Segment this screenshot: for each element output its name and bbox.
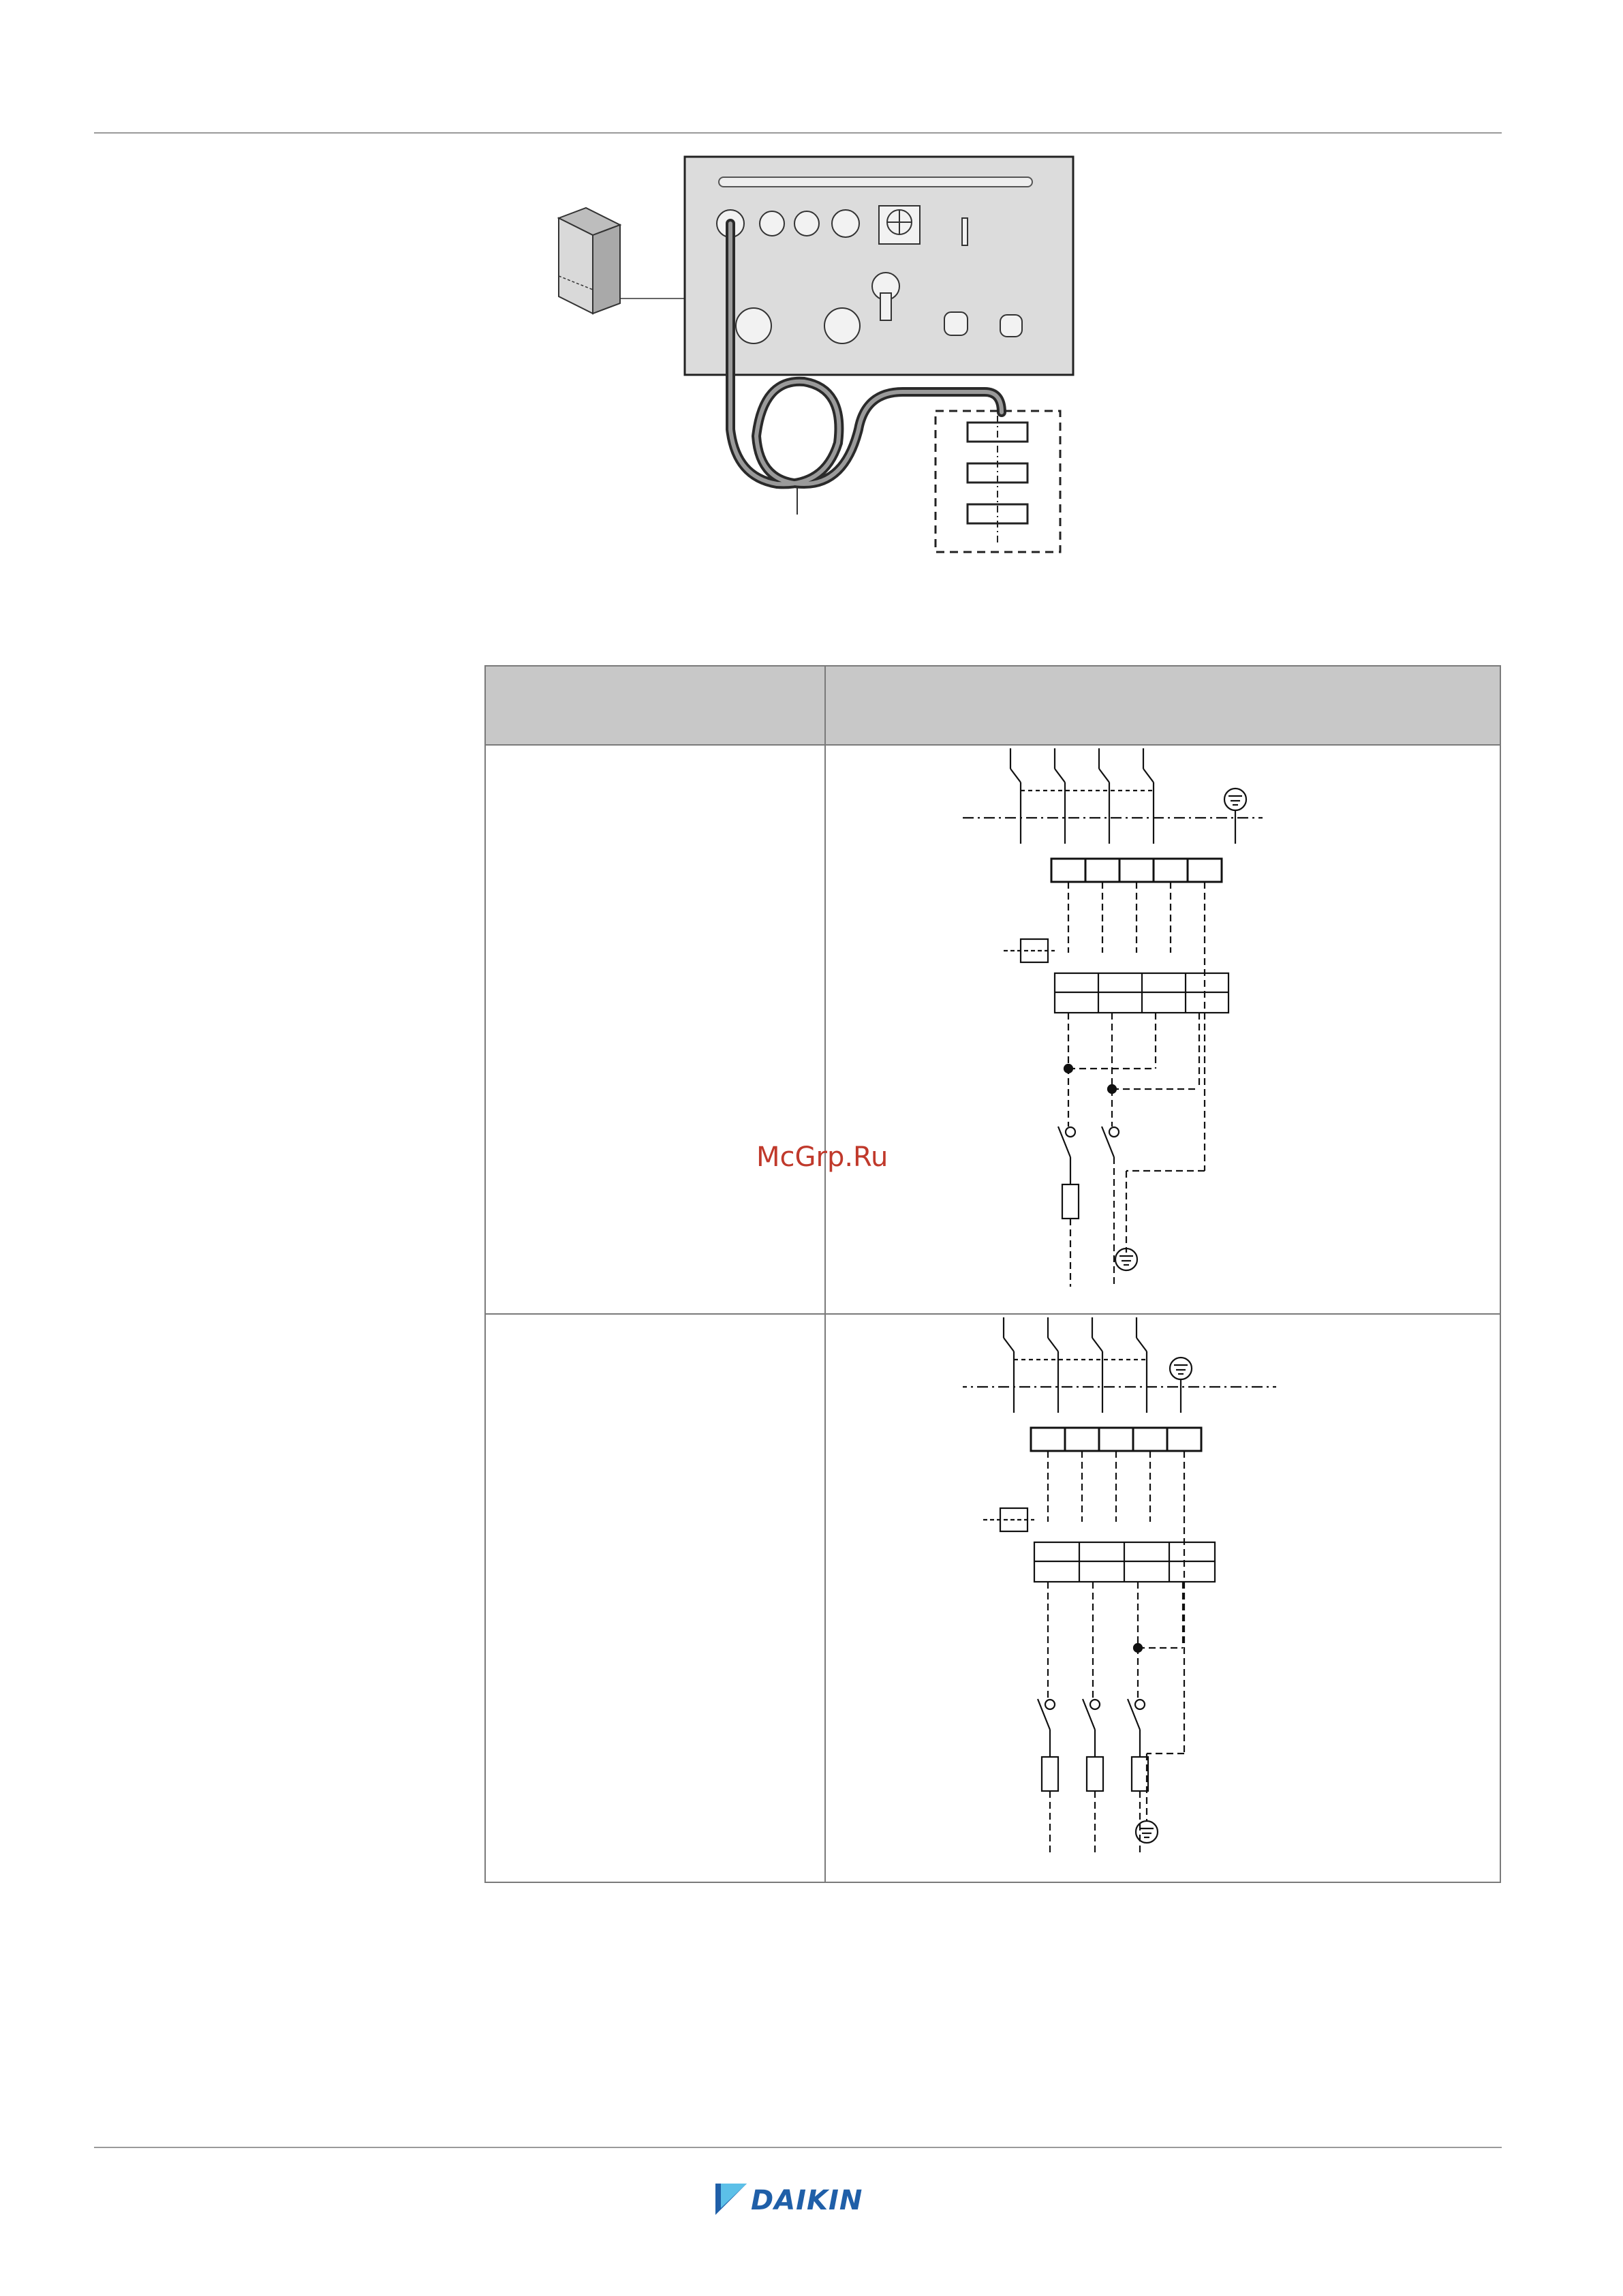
table-header	[486, 667, 1500, 746]
daikin-logo-icon	[715, 2181, 749, 2219]
switch-box-icon	[559, 208, 685, 313]
column-divider	[824, 667, 826, 1882]
unit-panel	[685, 157, 1073, 375]
footer-rule	[94, 2147, 1502, 2148]
row-divider	[486, 1313, 1500, 1315]
wiring-diagram-2	[963, 1317, 1344, 1863]
brand-name: DAIKIN	[751, 2185, 863, 2216]
wiring-diagram-1	[963, 748, 1344, 1294]
switch-box-illustration	[531, 143, 1117, 566]
header-rule	[94, 132, 1502, 134]
brand-logo	[715, 2181, 879, 2219]
watermark: McGrp.Ru	[756, 1142, 888, 1173]
wiring-table	[484, 665, 1501, 1883]
